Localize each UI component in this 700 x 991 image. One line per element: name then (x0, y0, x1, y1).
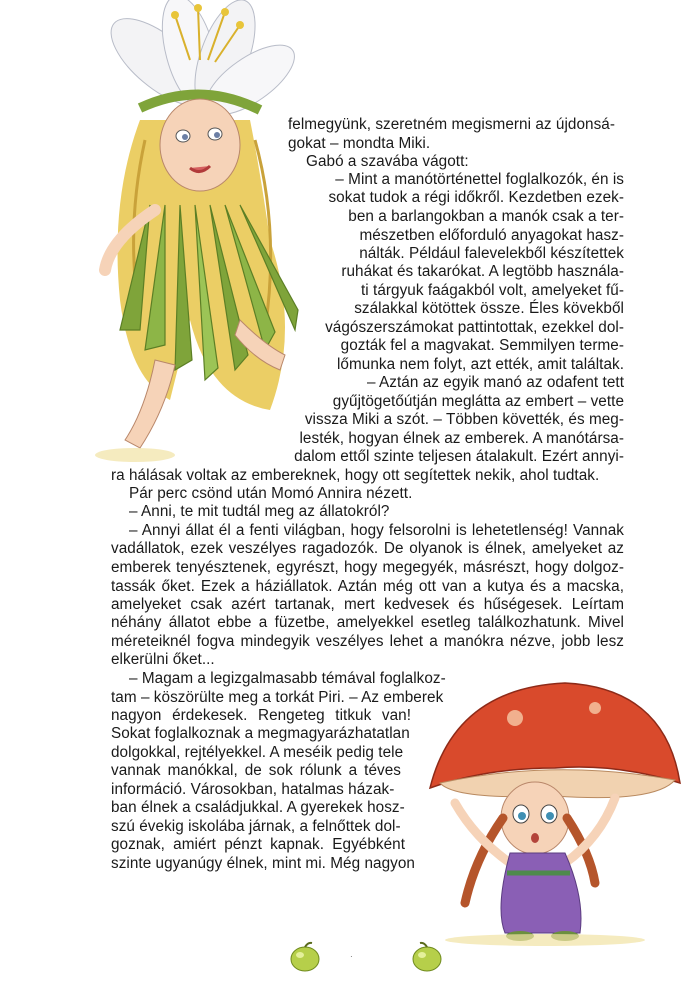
page-number: · (350, 952, 353, 961)
text-line: lesték, hogyan élnek az emberek. A manótársa- (299, 430, 624, 447)
text-line: vannak manókkal, de sok rólunk a téves (111, 762, 401, 779)
text-line: néhány állatot ebbe a füzetbe, amelyekkel esetleg találkozhatunk. Mivel (111, 614, 624, 631)
text-line: elkerülni őket... (111, 651, 215, 668)
seed-left-icon (288, 940, 322, 974)
text-line: ben a barlangokban a manók csak a ter- (348, 208, 624, 225)
text-line: sokat tudok a régi időkről. Kezdetben ezek- (328, 189, 624, 206)
text-line: méreteiknél fogva mindegyik veszélyes lehet a manókra nézve, jobb lesz (111, 633, 624, 650)
text-line: nálták. Például falevelekből készítettek (359, 245, 624, 262)
text-line: szálakkal kötöttek össze. Éles kövekből (354, 300, 624, 317)
text-line: gozták fel a magvakat. Semmilyen terme- (340, 337, 624, 354)
text-line: információ. Városokban, hatalmas házak- (111, 781, 395, 798)
text-line: vadállatok, ezek veszélyes ragadozók. De olyanok is élnek, amelyeket az (111, 540, 624, 557)
text-line: tassák őket. Ezek a háziállatok. Aztán még ott van a kutya és a macska, (111, 578, 624, 595)
text-line: tam – köszörülte meg a torkát Piri. – Az emberek (111, 689, 444, 706)
text-line: emberek tenyésztenek, egyrészt, hogy megegyék, másrészt, hogy dolgoz- (111, 559, 624, 576)
text-line: gyűjtögetőútján meglátta az embert – vette (332, 393, 624, 410)
text-line: Sokat foglalkoznak a megmagyarázhatatlan (111, 725, 410, 742)
text-line: ruhákat és takarókat. A legtöbb használa- (341, 263, 624, 280)
text-line: ban élnek a családjukkal. A gyerekek hosz- (111, 799, 405, 816)
text-line: ra hálásak voltak az embereknek, hogy ott segítettek nekik, ahol tudtak. (111, 467, 600, 484)
seed-right-icon (410, 940, 444, 974)
text-line: – Anni, te mit tudtál meg az állatokról? (129, 503, 390, 520)
text-line: szú évekig iskolába járnak, a felnőttek dol- (111, 818, 401, 835)
text-line: – Aztán az egyik manó az odafent tett (367, 374, 624, 391)
mushroom-girl-illustration (415, 668, 695, 948)
text-line: mészetben előforduló anyagokat hasz- (359, 227, 624, 244)
text-line: – Mint a manótörténettel foglalkozók, én is (335, 171, 624, 188)
text-line: vissza Miki a szót. – Többen követték, és meg- (304, 411, 624, 428)
text-line: felmegyünk, szeretném megismerni az újdonsá- (288, 116, 615, 133)
text-line: amelyeket csak azért tartanak, mert kedvesek és hűségesek. Leírtam (111, 596, 624, 613)
text-line: szinte ugyanúgy élnek, mint mi. Még nagyon (111, 855, 415, 872)
text-line: vágószerszámokat pattintottak, ezekkel dol- (325, 319, 624, 336)
text-line: Gabó a szavába vágott: (306, 153, 469, 170)
text-line: – Magam a legizgalmasabb témával foglalkoz- (129, 670, 446, 687)
text-line: nagyon érdekesek. Rengeteg titkuk van! (111, 707, 411, 724)
text-line: lőmunka nem folyt, azt ették, amit találtak. (336, 356, 624, 373)
text-line: Pár perc csönd után Momó Annira nézett. (129, 485, 413, 502)
text-line: ti tárgyuk faágakból volt, amelyeket fű- (360, 282, 624, 299)
text-line: gokat – mondta Miki. (288, 135, 431, 152)
text-line: goznak, amiért pénzt kapnak. Egyébként (111, 836, 405, 853)
text-line: dolgokkal, rejtélyekkel. A meséik pedig tele (111, 744, 404, 761)
text-line: – Annyi állat él a fenti világban, hogy felsorolni is lehetetlenség! Vannak (129, 522, 624, 539)
text-line: dalom ettől szinte teljesen átalakult. Ezért annyi- (294, 448, 624, 465)
